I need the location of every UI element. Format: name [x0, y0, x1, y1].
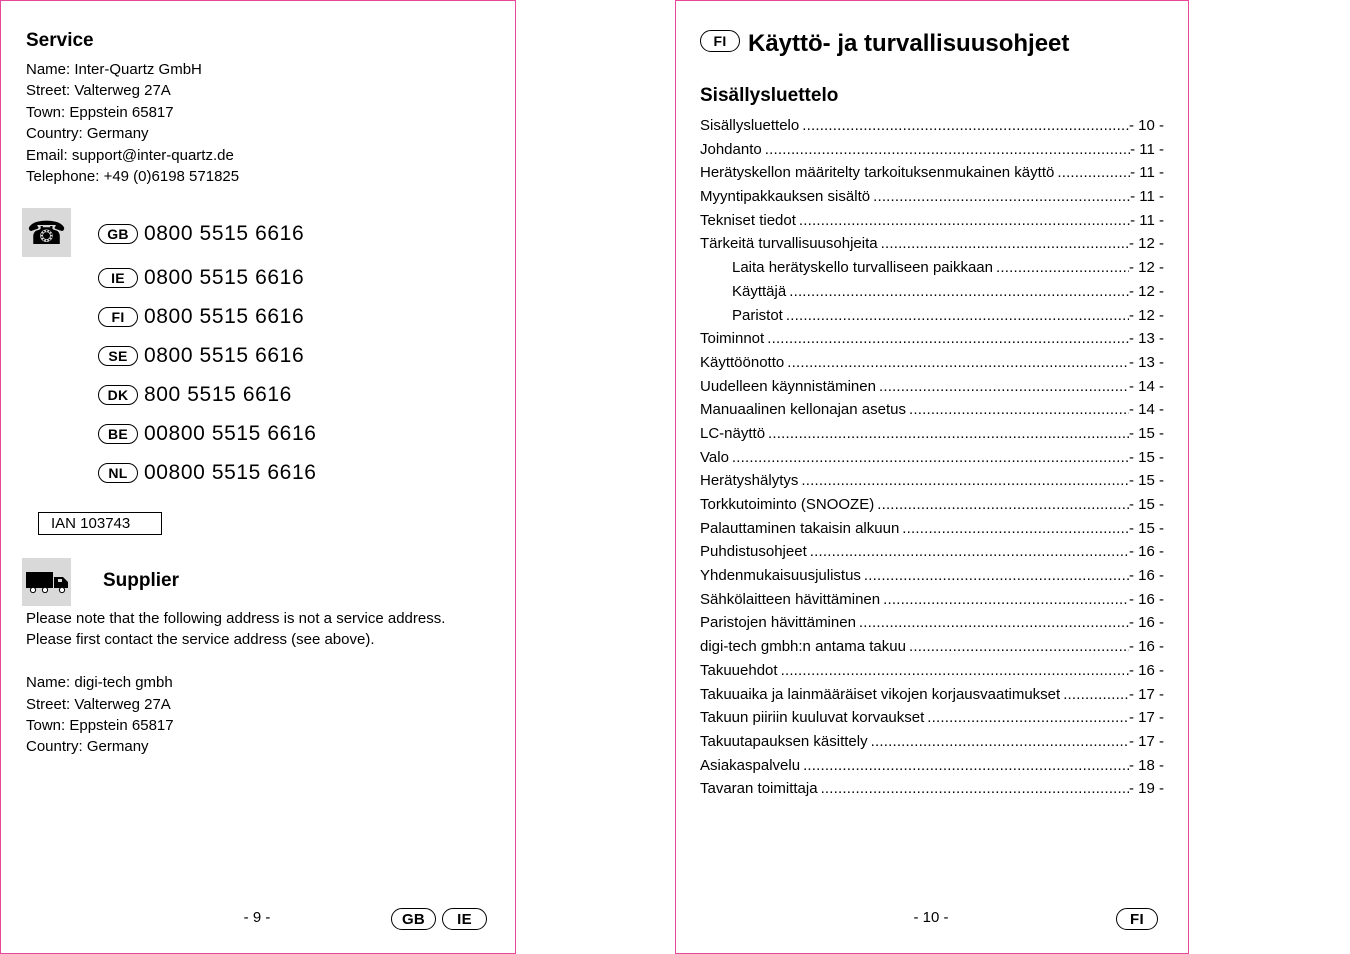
toc-dot-leader — [762, 138, 1130, 162]
toc-entry-page: - 16 - — [1128, 638, 1164, 656]
hotline-number: 00800 5515 6616 — [144, 421, 317, 445]
hotline-number: 00800 5515 6616 — [144, 460, 317, 484]
hotline-number: 0800 5515 6616 — [144, 265, 305, 289]
hotline-row — [98, 214, 317, 253]
toc-entry-label: Torkkutoiminto (SNOOZE) — [700, 496, 875, 513]
toc-entry[interactable] — [700, 540, 1164, 564]
toc-entry[interactable] — [700, 446, 1164, 470]
toc-dot-leader — [880, 588, 1129, 612]
hotline-row — [98, 336, 317, 375]
toc-entry-page: - 16 - — [1128, 543, 1164, 561]
country-badge-dk: DK — [98, 385, 138, 405]
toc-entry-page: - 13 - — [1128, 330, 1164, 348]
toc-entry-page: - 12 - — [1128, 259, 1164, 277]
page-number: - 9 - — [243, 909, 271, 926]
paragraph-spacer — [26, 651, 445, 672]
toc-entry-page: - 11 - — [1130, 188, 1164, 206]
toc-entry-page: - 15 - — [1128, 448, 1164, 466]
toc-entry-page: - 14 - — [1128, 401, 1164, 419]
hotline-row — [98, 414, 317, 453]
toc-entry-label: Sähkölaitteen hävittäminen — [700, 590, 881, 608]
service-address-block — [26, 59, 239, 187]
toc-entry-page: - 14 - — [1128, 377, 1164, 395]
toc-entry-page: - 16 - — [1128, 590, 1164, 608]
toc-entry[interactable] — [700, 351, 1164, 375]
country-badge-gb: GB — [98, 224, 138, 244]
country-badge-be: BE — [98, 424, 138, 444]
toc-entry-page: - 12 - — [1128, 282, 1164, 300]
toc-entry[interactable] — [700, 232, 1164, 256]
toc-entry-page: - 16 - — [1128, 661, 1164, 679]
toc-entry[interactable] — [700, 209, 1164, 233]
toc-entry[interactable] — [700, 493, 1164, 517]
language-badge-fi: FI — [700, 30, 740, 52]
toc-dot-leader — [876, 375, 1129, 399]
toc-entry-label: Puhdistusohjeet — [700, 543, 807, 561]
toc-entry[interactable] — [700, 659, 1164, 683]
country-badge-ie: IE — [98, 268, 138, 288]
toc-entry-page: - 10 - — [1128, 117, 1164, 134]
toc-heading: Sisällysluettelo — [700, 85, 839, 106]
hotline-row — [98, 258, 317, 297]
toc-entry-label: Käyttöönotto — [700, 353, 785, 371]
toc-dot-leader — [796, 209, 1130, 233]
toc-entry-page: - 12 - — [1128, 306, 1164, 324]
toc-entry[interactable] — [700, 398, 1164, 422]
toc-entry-label: Takuuaika ja lainmääräiset vikojen korjausvaatimukset — [700, 685, 1061, 703]
toc-dot-leader — [786, 280, 1129, 304]
toc-dot-leader — [798, 469, 1129, 493]
table-of-contents — [700, 114, 1164, 801]
toc-dot-leader — [868, 730, 1129, 754]
supplier-note-line: Please note that the following address is not a service address. — [26, 610, 446, 627]
toc-entry-label: Asiakaspalvelu — [700, 756, 801, 774]
toc-dot-leader — [800, 754, 1129, 778]
truck-icon — [25, 569, 69, 595]
toc-entry-label: Sisällysluettelo — [700, 117, 800, 134]
toc-entry[interactable] — [700, 138, 1164, 162]
hotline-number: 0800 5515 6616 — [144, 304, 305, 328]
toc-entry-page: - 17 - — [1128, 709, 1164, 727]
telephone-icon-box — [22, 208, 71, 257]
toc-entry-label: Tekniset tiedot — [700, 211, 796, 229]
toc-entry[interactable] — [700, 683, 1164, 707]
toc-entry-page: - 11 - — [1130, 211, 1164, 229]
service-info-line: Town: Eppstein 65817 — [26, 103, 174, 121]
supplier-address-line: Name: digi-tech gmbh — [26, 674, 173, 692]
hotline-row — [98, 297, 317, 336]
toc-entry[interactable] — [700, 422, 1164, 446]
toc-entry-page: - 15 - — [1128, 472, 1164, 490]
toc-entry[interactable] — [700, 635, 1164, 659]
toc-entry-page: - 16 - — [1128, 614, 1164, 632]
toc-entry-label: Manuaalinen kellonajan asetus — [700, 401, 906, 419]
toc-entry-label: Johdanto — [700, 140, 762, 158]
toc-dot-leader — [899, 517, 1129, 541]
toc-dot-leader — [906, 635, 1129, 659]
supplier-address-line: Street: Valterweg 27A — [26, 695, 171, 713]
toc-entry-label: Käyttäjä — [732, 282, 787, 300]
page-number: - 10 - — [913, 909, 949, 926]
telephone-icon: ☎ — [26, 213, 67, 252]
toc-dot-leader — [1060, 683, 1129, 707]
toc-entry-page: - 19 - — [1128, 780, 1164, 798]
toc-entry[interactable] — [700, 304, 1164, 328]
toc-entry-label: Toiminnot — [700, 330, 765, 348]
toc-dot-leader — [765, 422, 1129, 446]
toc-entry-label: Tärkeitä turvallisuusohjeita — [700, 235, 878, 253]
toc-dot-leader — [878, 232, 1129, 256]
toc-entry-page: - 12 - — [1128, 235, 1164, 253]
toc-entry[interactable] — [700, 564, 1164, 588]
toc-entry-page: - 17 - — [1128, 685, 1164, 703]
country-badge-ie: IE — [442, 908, 487, 930]
toc-entry[interactable] — [700, 327, 1164, 351]
service-info-line: Name: Inter-Quartz GmbH — [26, 61, 202, 78]
hotline-row — [98, 453, 317, 492]
supplier-address-line: Town: Eppstein 65817 — [26, 717, 174, 735]
toc-entry-page: - 18 - — [1128, 756, 1164, 774]
left-page — [0, 0, 516, 954]
ian-box: IAN 103743 — [38, 512, 162, 535]
country-badge-nl: NL — [98, 463, 138, 483]
toc-dot-leader — [993, 256, 1129, 280]
toc-dot-leader — [818, 777, 1129, 801]
hotline-number: 800 5515 6616 — [144, 382, 292, 406]
page-title: Käyttö- ja turvallisuusohjeet — [748, 30, 1070, 57]
toc-entry[interactable] — [700, 588, 1164, 612]
toc-entry[interactable] — [700, 754, 1164, 778]
right-page — [675, 0, 1189, 954]
toc-entry-page: - 11 - — [1130, 140, 1164, 158]
toc-entry-page: - 15 - — [1128, 496, 1164, 513]
supplier-note-line: Please first contact the service address (see above). — [26, 631, 375, 649]
toc-entry[interactable] — [700, 375, 1164, 399]
toc-dot-leader — [799, 114, 1129, 138]
country-badge-gb: GB — [391, 908, 436, 930]
country-badge-fi: FI — [98, 307, 138, 327]
toc-entry[interactable] — [700, 730, 1164, 754]
toc-entry-label: Takuutapauksen käsittely — [700, 732, 868, 750]
toc-entry[interactable] — [700, 517, 1164, 541]
toc-entry-label: Tavaran toimittaja — [700, 780, 818, 798]
toc-entry[interactable] — [700, 611, 1164, 635]
hotline-list — [98, 214, 317, 492]
toc-entry-label: Myyntipakkauksen sisältö — [700, 188, 871, 206]
toc-dot-leader — [1054, 161, 1130, 185]
toc-entry-label: Palauttaminen takaisin alkuun — [700, 519, 900, 537]
toc-entry-label: Takuun piiriin kuuluvat korvaukset — [700, 709, 925, 727]
service-heading: Service — [26, 30, 94, 51]
truck-icon-box — [22, 558, 71, 606]
toc-entry-page: - 15 - — [1128, 519, 1164, 537]
toc-entry[interactable] — [700, 280, 1164, 304]
service-info-line: Country: Germany — [26, 125, 149, 143]
toc-entry-label: Paristojen hävittäminen — [700, 614, 856, 632]
country-badge-se: SE — [98, 346, 138, 366]
toc-entry-label: LC-näyttö — [700, 424, 766, 442]
toc-entry-label: Valo — [700, 448, 729, 466]
toc-dot-leader — [906, 398, 1129, 422]
hotline-row — [98, 375, 317, 414]
supplier-address-block — [26, 608, 445, 758]
toc-entry-label: Yhdenmukaisuusjulistus — [700, 567, 861, 585]
toc-entry[interactable] — [700, 777, 1164, 801]
supplier-address-line: Country: Germany — [26, 738, 149, 756]
toc-entry-page: - 16 - — [1128, 567, 1164, 585]
toc-dot-leader — [783, 304, 1129, 328]
toc-dot-leader — [870, 185, 1130, 209]
toc-entry-label: Takuuehdot — [700, 661, 778, 679]
toc-entry[interactable] — [700, 256, 1164, 280]
country-badge-fi: FI — [1116, 908, 1158, 930]
toc-entry-page: - 13 - — [1128, 353, 1164, 371]
toc-entry[interactable] — [700, 706, 1164, 730]
hotline-number: 0800 5515 6616 — [144, 221, 305, 245]
toc-entry-page: - 17 - — [1128, 732, 1164, 750]
toc-entry[interactable] — [700, 114, 1164, 138]
toc-entry-page: - 11 - — [1130, 164, 1164, 182]
supplier-heading: Supplier — [103, 570, 180, 591]
toc-entry-label: Herätyskellon määritelty tarkoituksenmukainen käyttö — [700, 164, 1055, 182]
toc-dot-leader — [807, 540, 1129, 564]
toc-entry[interactable] — [700, 185, 1164, 209]
toc-dot-leader — [778, 659, 1129, 683]
toc-dot-leader — [924, 706, 1129, 730]
toc-entry-label: Laita herätyskello turvalliseen paikkaan — [732, 259, 993, 277]
toc-entry[interactable] — [700, 161, 1164, 185]
toc-dot-leader — [729, 446, 1129, 470]
toc-dot-leader — [764, 327, 1129, 351]
service-info-line: Street: Valterweg 27A — [26, 82, 171, 100]
toc-entry-page: - 15 - — [1128, 424, 1164, 442]
toc-entry[interactable] — [700, 469, 1164, 493]
service-info-line: Telephone: +49 (0)6198 571825 — [26, 168, 240, 186]
toc-entry-label: Paristot — [732, 306, 783, 324]
toc-dot-leader — [784, 351, 1129, 375]
toc-entry-label: Herätyshälytys — [700, 472, 799, 490]
toc-entry-label: Uudelleen käynnistäminen — [700, 377, 876, 395]
hotline-number: 0800 5515 6616 — [144, 343, 305, 367]
toc-dot-leader — [861, 564, 1129, 588]
toc-entry-label: digi-tech gmbh:n antama takuu — [700, 638, 906, 656]
toc-dot-leader — [874, 493, 1129, 517]
toc-dot-leader — [856, 611, 1129, 635]
service-info-line: Email: support@inter-quartz.de — [26, 146, 234, 164]
